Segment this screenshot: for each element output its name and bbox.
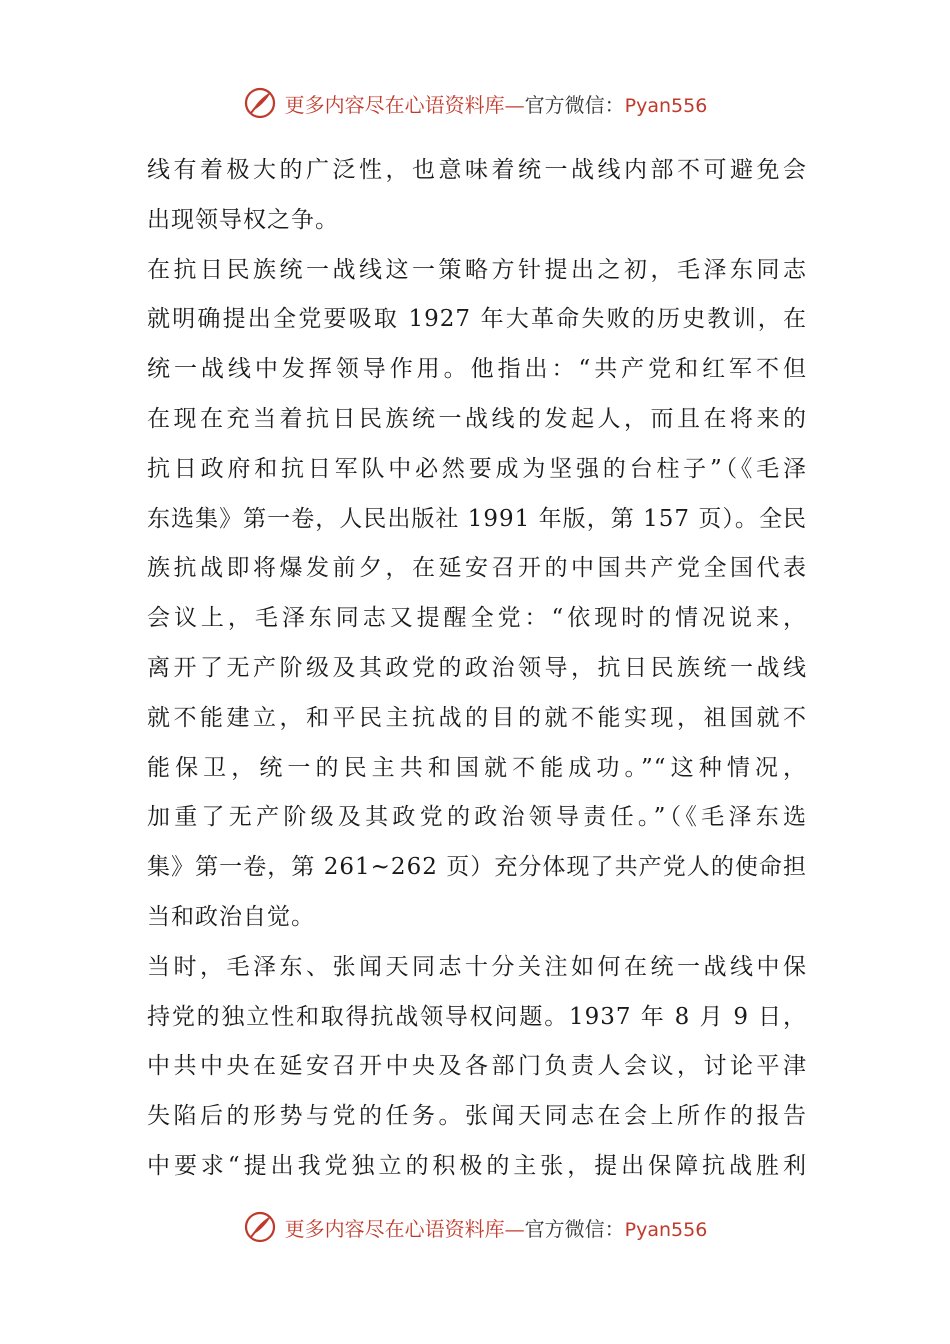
watermark-separator: — <box>504 1216 525 1241</box>
header-watermark <box>0 86 950 120</box>
text-line: 抗日政府和抗日军队中必然要成为坚强的台柱子”（《毛泽 <box>147 455 807 482</box>
text-line: 就不能建立，和平民主抗战的目的就不能实现，祖国就不 <box>147 704 807 731</box>
text-line: 线有着极大的广泛性，也意味着统一战线内部不可避免会 <box>147 157 807 183</box>
text-line: 中共中央在延安召开中央及各部门负责人会议，讨论平津 <box>147 1053 807 1080</box>
watermark-official-label: 官方微信： <box>524 1216 625 1241</box>
text-line: 在现在充当着抗日民族统一战线的发起人，而且在将来的 <box>147 405 807 432</box>
quill-pen-logo-icon <box>243 1210 277 1244</box>
watermark-separator: — <box>504 92 525 117</box>
watermark-brand: 更多内容尽在心语资料库 <box>284 1216 505 1241</box>
text-line: 失陷后的形势与党的任务。张闻天同志在会上所作的报告 <box>147 1103 807 1130</box>
watermark-wechat-id: Pyan556 <box>624 94 708 117</box>
text-line: 中要求“提出我党独立的积极的主张，提出保障抗战胜利 <box>147 1152 807 1179</box>
watermark-brand: 更多内容尽在心语资料库 <box>284 92 505 117</box>
text-line: 就明确提出全党要吸取 1927 年大革命失败的历史教训，在 <box>147 306 807 333</box>
text-line: 东选集》第一卷，人民出版社 1991 年版，第 157 页）。全民 <box>147 505 807 532</box>
text-line: 离开了无产阶级及其政党的政治领导，抗日民族统一战线 <box>147 654 807 681</box>
text-line: 集》第一卷，第 261~262 页）充分体现了共产党人的使命担 <box>147 854 807 881</box>
text-line: 统一战线中发挥领导作用。他指出：“共产党和红军不但 <box>147 356 807 383</box>
quill-pen-logo-icon <box>243 86 277 120</box>
watermark-official-label: 官方微信： <box>524 92 625 117</box>
text-line: 会议上，毛泽东同志又提醒全党：“依现时的情况说来， <box>147 605 807 632</box>
text-line: 持党的独立性和取得抗战领导权问题。1937 年 8 月 9 日， <box>147 1003 807 1030</box>
text-line: 出现领导权之争。 <box>147 206 339 233</box>
text-line: 当时，毛泽东、张闻天同志十分关注如何在统一战线中保 <box>147 953 807 980</box>
text-line: 当和政治自觉。 <box>147 903 315 930</box>
document-body <box>147 146 807 1192</box>
text-line: 在抗日民族统一战线这一策略方针提出之初，毛泽东同志 <box>147 256 807 283</box>
watermark-wechat-id: Pyan556 <box>624 1218 708 1241</box>
text-line: 加重了无产阶级及其政党的政治领导责任。”（《毛泽东选 <box>147 804 807 831</box>
text-line: 族抗战即将爆发前夕，在延安召开的中国共产党全国代表 <box>147 555 807 582</box>
footer-watermark <box>0 1210 950 1244</box>
text-line: 能保卫，统一的民主共和国就不能成功。”“这种情况， <box>147 754 807 781</box>
